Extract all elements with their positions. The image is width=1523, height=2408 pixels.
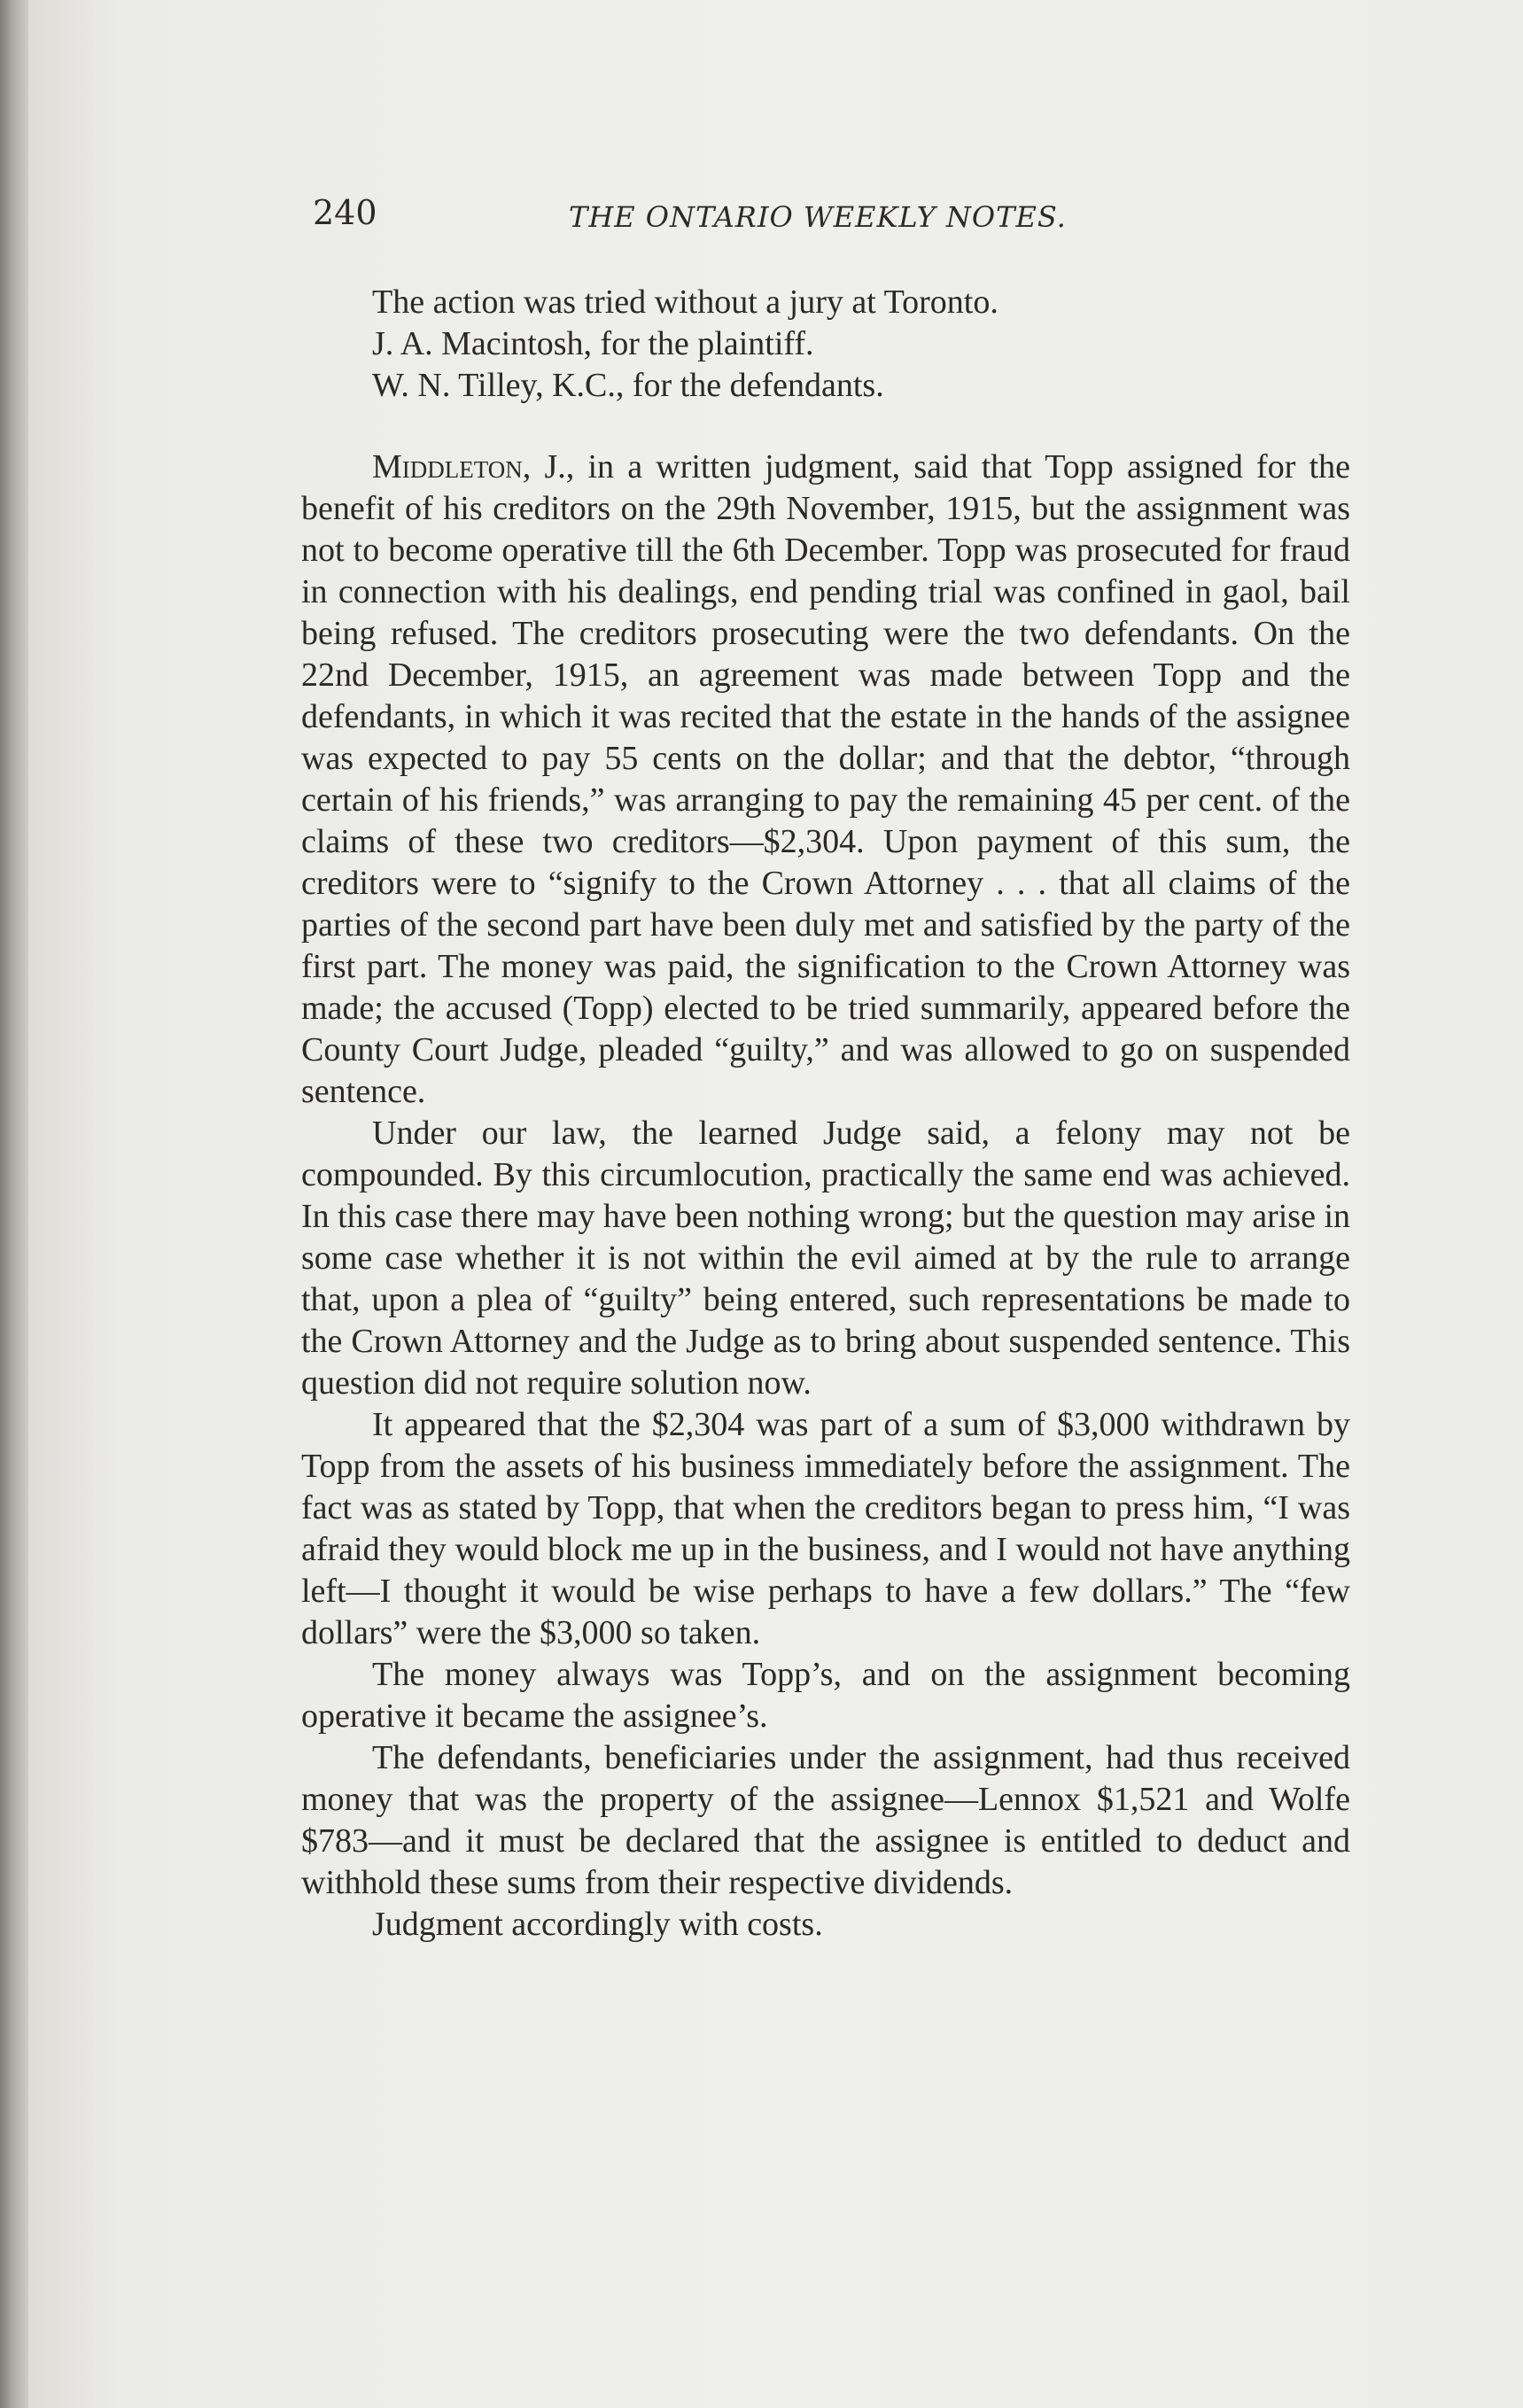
judgment-paragraph-5: The defendants, beneficiaries under the assignment, had thus received money that was the property of the assignee—Lennox $1,521 and Wolfe $783—and it must be declared that the assignee is entitled to deduct and withhold these sums from their respective dividends. [301, 1739, 1350, 1901]
plaintiff-counsel: J. A. Macintosh, for the plaintiff. [372, 325, 814, 362]
judgment-conclusion: Judgment accordingly with costs. [372, 1906, 823, 1943]
defendant-counsel: W. N. Tilley, K.C., for the defendants. [372, 367, 884, 404]
page-header [281, 193, 1096, 246]
page-body [301, 282, 1350, 1946]
book-spine-shadow [0, 0, 28, 2408]
running-title: THE ONTARIO WEEKLY NOTES. [569, 200, 1067, 234]
trial-statement: The action was tried without a jury at Toronto. [372, 284, 998, 321]
judgment-paragraph-1-text: , J., in a written judgment, said that Topp assigned for the benefit of his creditors on the 29th November, 1915, but the assignment was not to become operative till the 6th December. Topp was prosecuted for fraud in connection with his dealings, end pending trial was confined in gaol, bail being refused. The creditors prosecuting were the two defendants. On the 22nd December, 1915, an agreement was made between Topp and the defendants, in which it was recited that the estate in the hands of the assignee was expected to pay 55 cents on the dollar; and that the debtor, “through certain of his friends,” was arranging to pay the remaining 45 per cent. of the claims of these two creditors—$2,304. Upon payment of this sum, the creditors were to “signify to the Crown Attorney . . . that all claims of the parties of the second part have been duly met and satisfied by the party of the first part. The money was paid, the signification to the Crown Attorney was made; the accused (Topp) elected to be tried summarily, appeared before the County Court Judge, pleaded “guilty,” and was allowed to go on suspended sentence. [301, 448, 1350, 1110]
judgment-paragraph-3: It appeared that the $2,304 was part of a sum of $3,000 withdrawn by Topp from the assets of his business immediately before the assignment. The fact was as stated by Topp, that when the creditors began to press him, “I was afraid they would block me up in the business, and I would not have anything left—I thought it would be wise perhaps to have a few dollars.” The “few dollars” were the $3,000 so taken. [301, 1406, 1350, 1651]
page-number: 240 [313, 193, 377, 232]
judgment-paragraph-4: The money always was Topp’s, and on the assignment becoming operative it became the assignee’s. [301, 1656, 1350, 1735]
judge-name: Middleton [372, 448, 523, 485]
book-page [28, 0, 1523, 2408]
section-gap [301, 407, 1350, 447]
judgment-paragraph-1 [301, 447, 1350, 1113]
judgment-paragraph-2: Under our law, the learned Judge said, a felony may not be compounded. By this circumlocution, practically the same end was achieved. In this case there may have been nothing wrong; but the question may arise in some case whether it is not within the evil aimed at by the rule to arrange that, upon a plea of “guilty” being entered, such representations be made to the Crown Attorney and the Judge as to bring about suspended sentence. This question did not require solution now. [301, 1115, 1351, 1402]
